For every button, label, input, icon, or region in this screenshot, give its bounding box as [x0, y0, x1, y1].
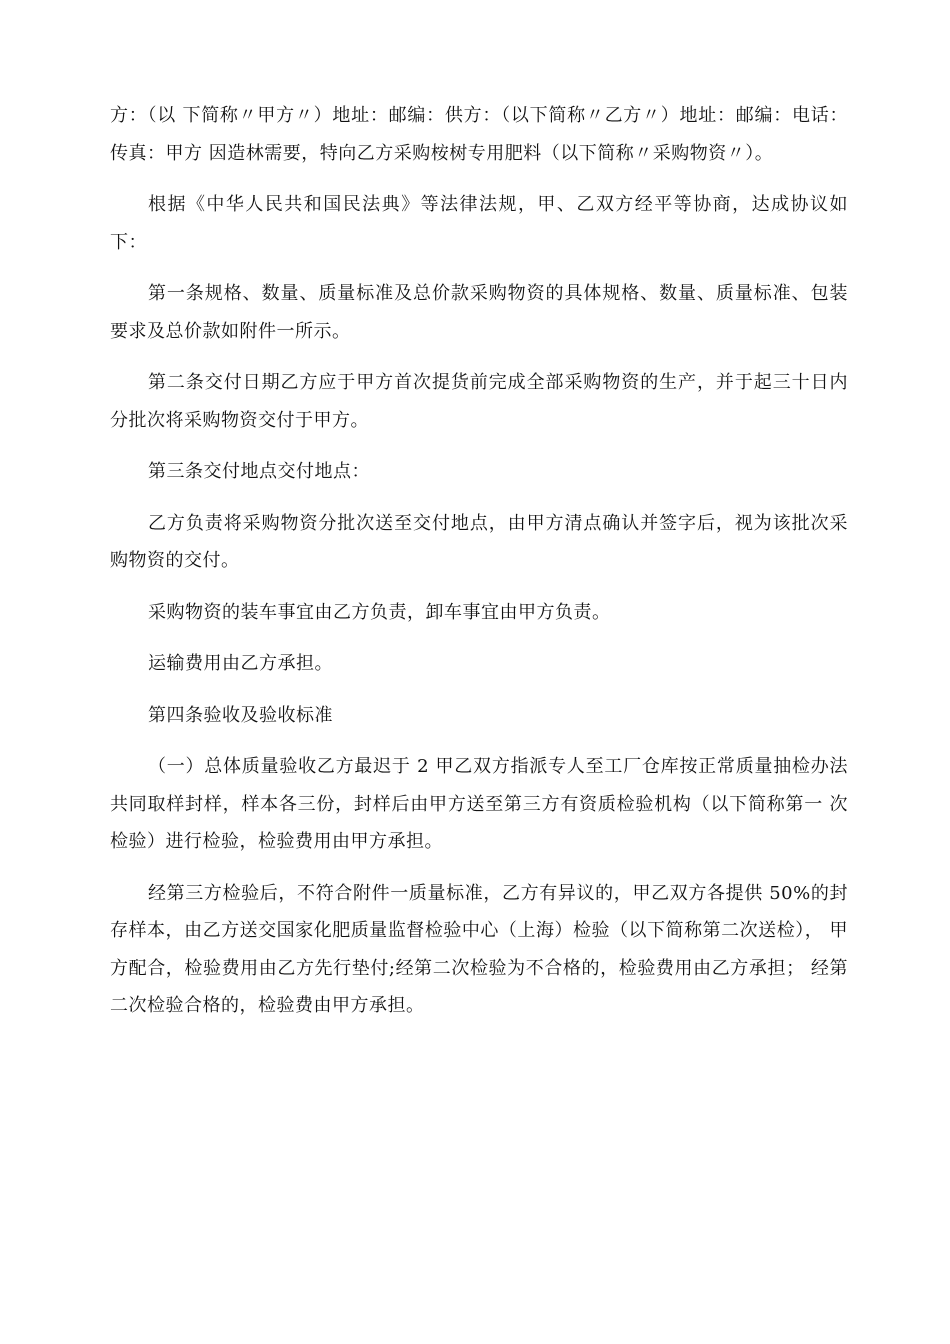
paragraph-4: 第二条交付日期乙方应于甲方首次提货前完成全部采购物资的生产，并于起三十日内分批次将采购物资交付于甲方。 — [110, 372, 848, 431]
paragraph-5: 第三条交付地点交付地点： — [148, 461, 370, 482]
paragraph-8: 运输费用由乙方承担。 — [148, 653, 333, 674]
document-page — [110, 97, 848, 1039]
paragraph-1: 方：（以 下简称〃甲方〃）地址：邮编：供方：（以下简称〃乙方〃）地址：邮编：电话：传真：甲方 因造林需要，特向乙方采购桉树专用肥料（以下简称〃采购物资〃）。 — [110, 105, 848, 164]
paragraph-11: 经第三方检验后，不符合附件一质量标准，乙方有异议的，甲乙双方各提供 50%的封存样本，由乙方送交国家化肥质量监督检验中心（上海）检验（以下简称第二次送检）， 甲方配合，检验费用由乙方先行垫付;经第二次检验为不合格的，检验费用由乙方承担； 经第二次检验合格的，检验费由甲方承担。 — [110, 882, 848, 1016]
paragraph-6: 乙方负责将采购物资分批次送至交付地点，由甲方清点确认并签字后，视为该批次采购物资的交付。 — [110, 512, 848, 571]
paragraph-7: 采购物资的装车事宜由乙方负责，卸车事宜由甲方负责。 — [148, 601, 611, 623]
paragraph-9: 第四条验收及验收标准 — [148, 704, 333, 726]
paragraph-10: （一）总体质量验收乙方最迟于 2 甲乙双方指派专人至工厂仓库按正常质量抽检办法 共同取样封样，样本各三份，封样后由甲方送至第三方有资质检验机构（以下简称第一 次检验）进行检验，检验费用由甲方承担。 — [110, 756, 848, 852]
paragraph-3: 第一条规格、数量、质量标准及总价款采购物资的具体规格、数量、质量标准、包装要求及总价款如附件一所示。 — [110, 283, 848, 342]
paragraph-2: 根据《中华人民共和国民法典》等法律法规，甲、乙双方经平等协商，达成协议如下： — [110, 194, 848, 253]
